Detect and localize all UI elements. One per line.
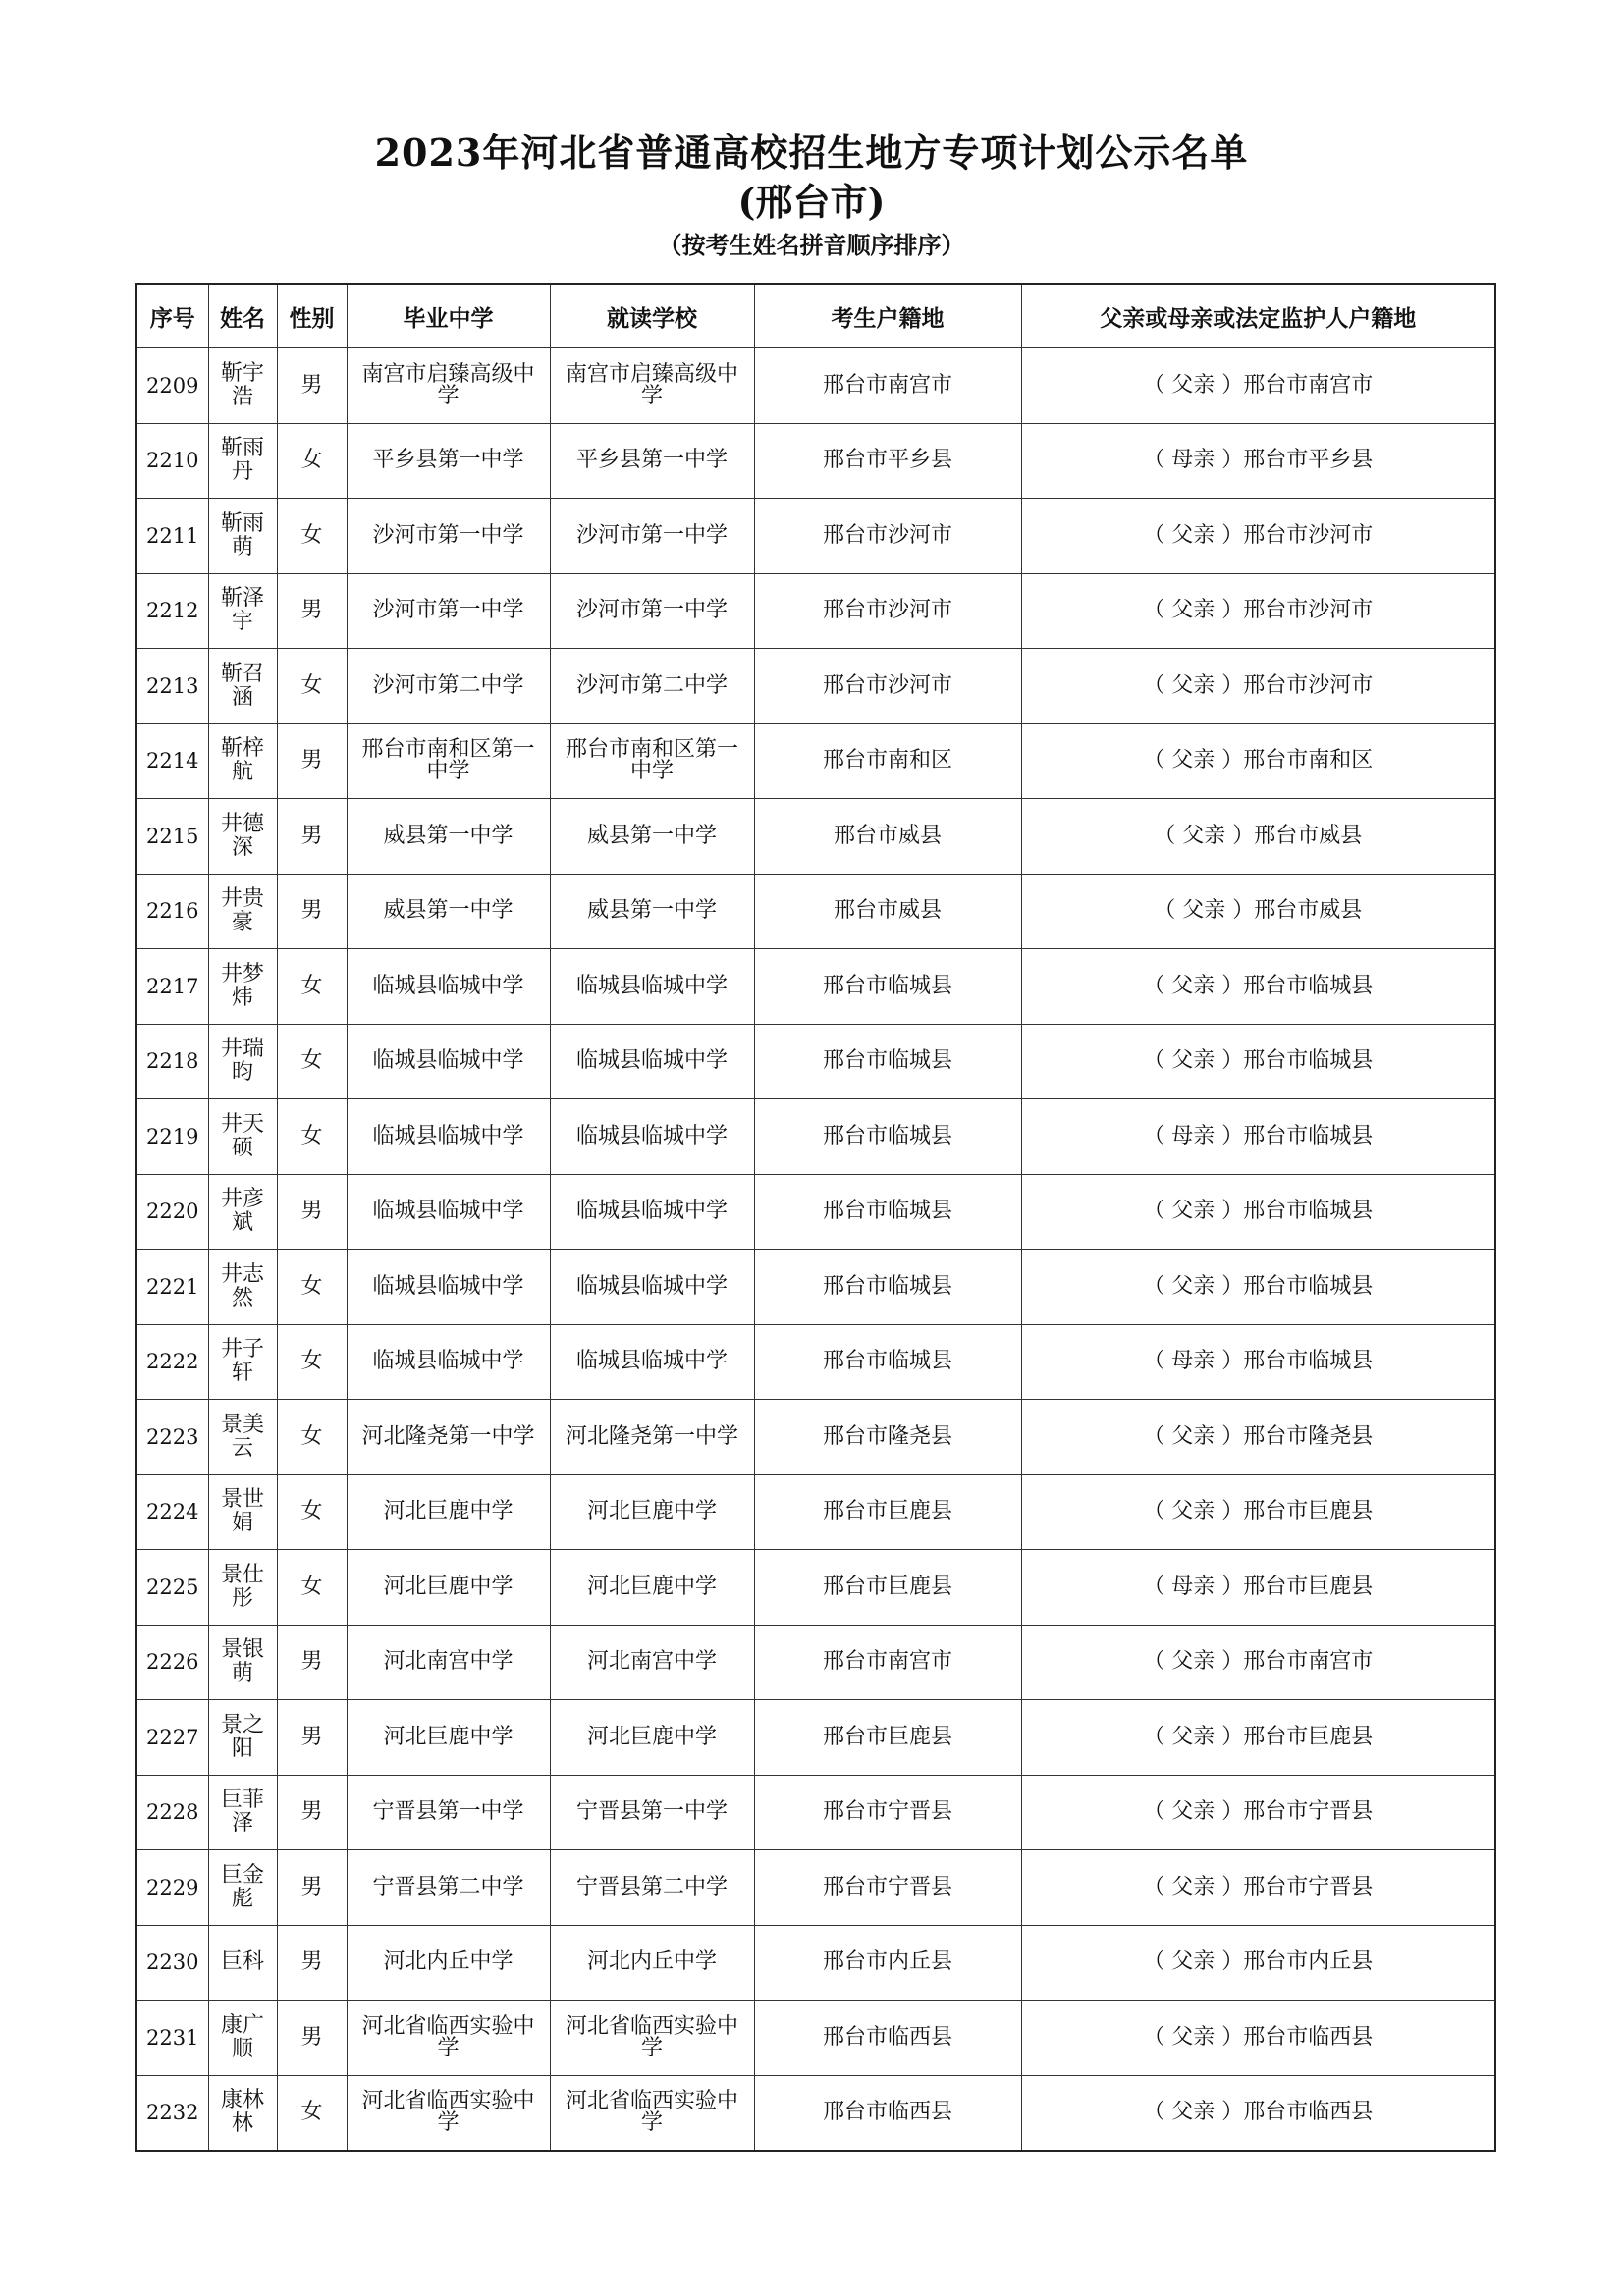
cell-guardian-domicile: （ 父亲 ）邢台市宁晋县 <box>1021 1775 1495 1850</box>
cell-guardian-domicile: （ 父亲 ）邢台市临城县 <box>1021 1174 1495 1250</box>
cell-student-domicile: 邢台市沙河市 <box>754 573 1021 649</box>
cell-seq: 2226 <box>136 1625 208 1700</box>
cell-graduated-school: 宁晋县第二中学 <box>347 1850 550 1926</box>
cell-name: 井贵豪 <box>208 874 277 949</box>
cell-student-domicile: 邢台市宁晋县 <box>754 1775 1021 1850</box>
table-row <box>136 1700 1495 1776</box>
table-row <box>136 1099 1495 1175</box>
table-row <box>136 348 1495 424</box>
cell-graduated-school: 沙河市第二中学 <box>347 649 550 724</box>
table-row <box>136 1474 1495 1550</box>
cell-guardian-domicile: （ 父亲 ）邢台市临西县 <box>1021 2001 1495 2076</box>
cell-seq: 2222 <box>136 1324 208 1400</box>
cell-gender: 男 <box>277 1850 347 1926</box>
cell-current-school: 河北内丘中学 <box>550 1925 754 2001</box>
cell-seq: 2227 <box>136 1700 208 1776</box>
table-row <box>136 1550 1495 1626</box>
cell-graduated-school: 河北巨鹿中学 <box>347 1700 550 1776</box>
cell-gender: 女 <box>277 1550 347 1626</box>
cell-gender: 女 <box>277 1324 347 1400</box>
header-seq: 序号 <box>136 284 208 348</box>
cell-guardian-domicile: （ 父亲 ）邢台市沙河市 <box>1021 573 1495 649</box>
cell-guardian-domicile: （ 父亲 ）邢台市临西县 <box>1021 2075 1495 2151</box>
cell-seq: 2218 <box>136 1024 208 1099</box>
cell-student-domicile: 邢台市巨鹿县 <box>754 1474 1021 1550</box>
cell-name: 靳泽宇 <box>208 573 277 649</box>
cell-student-domicile: 邢台市沙河市 <box>754 649 1021 724</box>
cell-student-domicile: 邢台市巨鹿县 <box>754 1550 1021 1626</box>
cell-current-school: 临城县临城中学 <box>550 1024 754 1099</box>
cell-student-domicile: 邢台市南宫市 <box>754 348 1021 424</box>
header-guardian-domicile: 父亲或母亲或法定监护人户籍地 <box>1021 284 1495 348</box>
cell-current-school: 临城县临城中学 <box>550 1099 754 1175</box>
cell-current-school: 河北隆尧第一中学 <box>550 1400 754 1475</box>
cell-current-school: 临城县临城中学 <box>550 1174 754 1250</box>
cell-current-school: 临城县临城中学 <box>550 1324 754 1400</box>
cell-current-school: 威县第一中学 <box>550 874 754 949</box>
cell-student-domicile: 邢台市临城县 <box>754 1024 1021 1099</box>
cell-current-school: 河北南宫中学 <box>550 1625 754 1700</box>
table-row <box>136 799 1495 875</box>
cell-student-domicile: 邢台市临城县 <box>754 1174 1021 1250</box>
cell-graduated-school: 邢台市南和区第一中学 <box>347 723 550 799</box>
cell-seq: 2213 <box>136 649 208 724</box>
cell-student-domicile: 邢台市威县 <box>754 799 1021 875</box>
cell-current-school: 沙河市第二中学 <box>550 649 754 724</box>
cell-seq: 2215 <box>136 799 208 875</box>
cell-seq: 2220 <box>136 1174 208 1250</box>
cell-seq: 2216 <box>136 874 208 949</box>
cell-name: 井瑞昀 <box>208 1024 277 1099</box>
table-row <box>136 1250 1495 1325</box>
cell-graduated-school: 沙河市第一中学 <box>347 499 550 574</box>
cell-gender: 男 <box>277 1775 347 1850</box>
cell-guardian-domicile: （ 父亲 ）邢台市临城县 <box>1021 1024 1495 1099</box>
cell-graduated-school: 临城县临城中学 <box>347 1024 550 1099</box>
cell-seq: 2210 <box>136 423 208 499</box>
cell-current-school: 河北巨鹿中学 <box>550 1550 754 1626</box>
table-row <box>136 723 1495 799</box>
cell-name: 井子轩 <box>208 1324 277 1400</box>
cell-seq: 2229 <box>136 1850 208 1926</box>
cell-gender: 男 <box>277 1700 347 1776</box>
cell-graduated-school: 沙河市第一中学 <box>347 573 550 649</box>
cell-name: 井天硕 <box>208 1099 277 1175</box>
table-row <box>136 1925 1495 2001</box>
cell-seq: 2223 <box>136 1400 208 1475</box>
cell-gender: 女 <box>277 1250 347 1325</box>
cell-gender: 男 <box>277 1174 347 1250</box>
cell-guardian-domicile: （ 父亲 ）邢台市威县 <box>1021 874 1495 949</box>
cell-graduated-school: 平乡县第一中学 <box>347 423 550 499</box>
cell-gender: 女 <box>277 949 347 1025</box>
cell-guardian-domicile: （ 父亲 ）邢台市沙河市 <box>1021 499 1495 574</box>
cell-guardian-domicile: （ 母亲 ）邢台市平乡县 <box>1021 423 1495 499</box>
cell-name: 巨科 <box>208 1925 277 2001</box>
cell-student-domicile: 邢台市威县 <box>754 874 1021 949</box>
table-row <box>136 874 1495 949</box>
cell-gender: 女 <box>277 2075 347 2151</box>
cell-seq: 2217 <box>136 949 208 1025</box>
cell-graduated-school: 河北省临西实验中学 <box>347 2001 550 2076</box>
cell-gender: 男 <box>277 874 347 949</box>
cell-current-school: 威县第一中学 <box>550 799 754 875</box>
cell-current-school: 沙河市第一中学 <box>550 573 754 649</box>
cell-seq: 2214 <box>136 723 208 799</box>
cell-current-school: 临城县临城中学 <box>550 949 754 1025</box>
table-header-row <box>136 284 1495 348</box>
cell-graduated-school: 南宫市启臻高级中学 <box>347 348 550 424</box>
header-name: 姓名 <box>208 284 277 348</box>
cell-seq: 2231 <box>136 2001 208 2076</box>
cell-name: 井德深 <box>208 799 277 875</box>
cell-current-school: 临城县临城中学 <box>550 1250 754 1325</box>
table-row <box>136 423 1495 499</box>
document-subtitle: (邢台市) <box>737 180 886 224</box>
cell-name: 靳梓航 <box>208 723 277 799</box>
table-row <box>136 1024 1495 1099</box>
cell-guardian-domicile: （ 父亲 ）邢台市南和区 <box>1021 723 1495 799</box>
cell-guardian-domicile: （ 父亲 ）邢台市巨鹿县 <box>1021 1700 1495 1776</box>
cell-seq: 2225 <box>136 1550 208 1626</box>
cell-seq: 2230 <box>136 1925 208 2001</box>
cell-name: 康林林 <box>208 2075 277 2151</box>
cell-name: 靳雨萌 <box>208 499 277 574</box>
header-gender: 性别 <box>277 284 347 348</box>
cell-seq: 2212 <box>136 573 208 649</box>
cell-guardian-domicile: （ 母亲 ）邢台市临城县 <box>1021 1099 1495 1175</box>
cell-student-domicile: 邢台市南和区 <box>754 723 1021 799</box>
cell-guardian-domicile: （ 父亲 ）邢台市临城县 <box>1021 949 1495 1025</box>
cell-student-domicile: 邢台市沙河市 <box>754 499 1021 574</box>
cell-student-domicile: 邢台市临城县 <box>754 1099 1021 1175</box>
cell-student-domicile: 邢台市平乡县 <box>754 423 1021 499</box>
cell-current-school: 南宫市启臻高级中学 <box>550 348 754 424</box>
header-student-domicile: 考生户籍地 <box>754 284 1021 348</box>
cell-gender: 男 <box>277 573 347 649</box>
cell-name: 景世娟 <box>208 1474 277 1550</box>
cell-gender: 男 <box>277 1925 347 2001</box>
cell-seq: 2209 <box>136 348 208 424</box>
cell-gender: 女 <box>277 1099 347 1175</box>
cell-guardian-domicile: （ 父亲 ）邢台市隆尧县 <box>1021 1400 1495 1475</box>
cell-guardian-domicile: （ 父亲 ）邢台市巨鹿县 <box>1021 1474 1495 1550</box>
cell-seq: 2219 <box>136 1099 208 1175</box>
cell-student-domicile: 邢台市内丘县 <box>754 1925 1021 2001</box>
cell-guardian-domicile: （ 母亲 ）邢台市巨鹿县 <box>1021 1550 1495 1626</box>
cell-gender: 女 <box>277 649 347 724</box>
cell-name: 井彦斌 <box>208 1174 277 1250</box>
cell-guardian-domicile: （ 父亲 ）邢台市临城县 <box>1021 1250 1495 1325</box>
cell-name: 井志然 <box>208 1250 277 1325</box>
table-row <box>136 499 1495 574</box>
table-row <box>136 1400 1495 1475</box>
cell-current-school: 宁晋县第一中学 <box>550 1775 754 1850</box>
table-body <box>136 348 1495 2152</box>
cell-name: 靳宇浩 <box>208 348 277 424</box>
table-row <box>136 2001 1495 2076</box>
sort-note: （按考生姓名拼音顺序排序） <box>658 232 965 259</box>
cell-current-school: 邢台市南和区第一中学 <box>550 723 754 799</box>
cell-student-domicile: 邢台市宁晋县 <box>754 1850 1021 1926</box>
cell-name: 康广顺 <box>208 2001 277 2076</box>
cell-name: 景银萌 <box>208 1625 277 1700</box>
cell-gender: 男 <box>277 799 347 875</box>
cell-seq: 2228 <box>136 1775 208 1850</box>
table-row <box>136 1850 1495 1926</box>
cell-current-school: 河北省临西实验中学 <box>550 2001 754 2076</box>
cell-guardian-domicile: （ 父亲 ）邢台市威县 <box>1021 799 1495 875</box>
cell-name: 巨金彪 <box>208 1850 277 1926</box>
cell-guardian-domicile: （ 父亲 ）邢台市南宫市 <box>1021 348 1495 424</box>
cell-current-school: 河北巨鹿中学 <box>550 1700 754 1776</box>
table-row <box>136 1775 1495 1850</box>
cell-student-domicile: 邢台市巨鹿县 <box>754 1700 1021 1776</box>
table-row <box>136 2075 1495 2151</box>
table-row <box>136 1625 1495 1700</box>
cell-current-school: 沙河市第一中学 <box>550 499 754 574</box>
cell-student-domicile: 邢台市南宫市 <box>754 1625 1021 1700</box>
cell-current-school: 宁晋县第二中学 <box>550 1850 754 1926</box>
cell-gender: 男 <box>277 2001 347 2076</box>
cell-guardian-domicile: （ 父亲 ）邢台市内丘县 <box>1021 1925 1495 2001</box>
cell-guardian-domicile: （ 父亲 ）邢台市沙河市 <box>1021 649 1495 724</box>
cell-name: 景之阳 <box>208 1700 277 1776</box>
cell-seq: 2224 <box>136 1474 208 1550</box>
cell-name: 井梦炜 <box>208 949 277 1025</box>
cell-graduated-school: 临城县临城中学 <box>347 1324 550 1400</box>
cell-gender: 女 <box>277 423 347 499</box>
cell-graduated-school: 临城县临城中学 <box>347 1250 550 1325</box>
cell-graduated-school: 临城县临城中学 <box>347 1174 550 1250</box>
cell-guardian-domicile: （ 父亲 ）邢台市宁晋县 <box>1021 1850 1495 1926</box>
cell-student-domicile: 邢台市临城县 <box>754 949 1021 1025</box>
table-row <box>136 1174 1495 1250</box>
cell-graduated-school: 河北隆尧第一中学 <box>347 1400 550 1475</box>
cell-gender: 女 <box>277 1474 347 1550</box>
cell-name: 巨菲泽 <box>208 1775 277 1850</box>
cell-guardian-domicile: （ 母亲 ）邢台市临城县 <box>1021 1324 1495 1400</box>
cell-student-domicile: 邢台市隆尧县 <box>754 1400 1021 1475</box>
cell-gender: 女 <box>277 499 347 574</box>
cell-graduated-school: 河北南宫中学 <box>347 1625 550 1700</box>
cell-gender: 男 <box>277 1625 347 1700</box>
table-row <box>136 573 1495 649</box>
cell-graduated-school: 河北内丘中学 <box>347 1925 550 2001</box>
table-row <box>136 949 1495 1025</box>
document-title: 2023年河北省普通高校招生地方专项计划公示名单 <box>374 131 1249 175</box>
cell-student-domicile: 邢台市临西县 <box>754 2001 1021 2076</box>
cell-gender: 男 <box>277 348 347 424</box>
cell-guardian-domicile: （ 父亲 ）邢台市南宫市 <box>1021 1625 1495 1700</box>
header-current-school: 就读学校 <box>550 284 754 348</box>
header-graduated-school: 毕业中学 <box>347 284 550 348</box>
cell-graduated-school: 威县第一中学 <box>347 874 550 949</box>
cell-graduated-school: 河北巨鹿中学 <box>347 1550 550 1626</box>
cell-gender: 女 <box>277 1400 347 1475</box>
cell-student-domicile: 邢台市临城县 <box>754 1250 1021 1325</box>
cell-current-school: 河北省临西实验中学 <box>550 2075 754 2151</box>
cell-student-domicile: 邢台市临城县 <box>754 1324 1021 1400</box>
cell-seq: 2221 <box>136 1250 208 1325</box>
cell-current-school: 河北巨鹿中学 <box>550 1474 754 1550</box>
cell-graduated-school: 河北省临西实验中学 <box>347 2075 550 2151</box>
cell-graduated-school: 临城县临城中学 <box>347 1099 550 1175</box>
cell-name: 景仕彤 <box>208 1550 277 1626</box>
cell-seq: 2211 <box>136 499 208 574</box>
cell-gender: 女 <box>277 1024 347 1099</box>
table-row <box>136 1324 1495 1400</box>
cell-seq: 2232 <box>136 2075 208 2151</box>
cell-graduated-school: 宁晋县第一中学 <box>347 1775 550 1850</box>
cell-name: 靳召涵 <box>208 649 277 724</box>
roster-table <box>135 283 1496 2152</box>
cell-graduated-school: 河北巨鹿中学 <box>347 1474 550 1550</box>
table-row <box>136 649 1495 724</box>
cell-graduated-school: 威县第一中学 <box>347 799 550 875</box>
cell-student-domicile: 邢台市临西县 <box>754 2075 1021 2151</box>
cell-name: 景美云 <box>208 1400 277 1475</box>
cell-current-school: 平乡县第一中学 <box>550 423 754 499</box>
cell-name: 靳雨丹 <box>208 423 277 499</box>
cell-graduated-school: 临城县临城中学 <box>347 949 550 1025</box>
cell-gender: 男 <box>277 723 347 799</box>
